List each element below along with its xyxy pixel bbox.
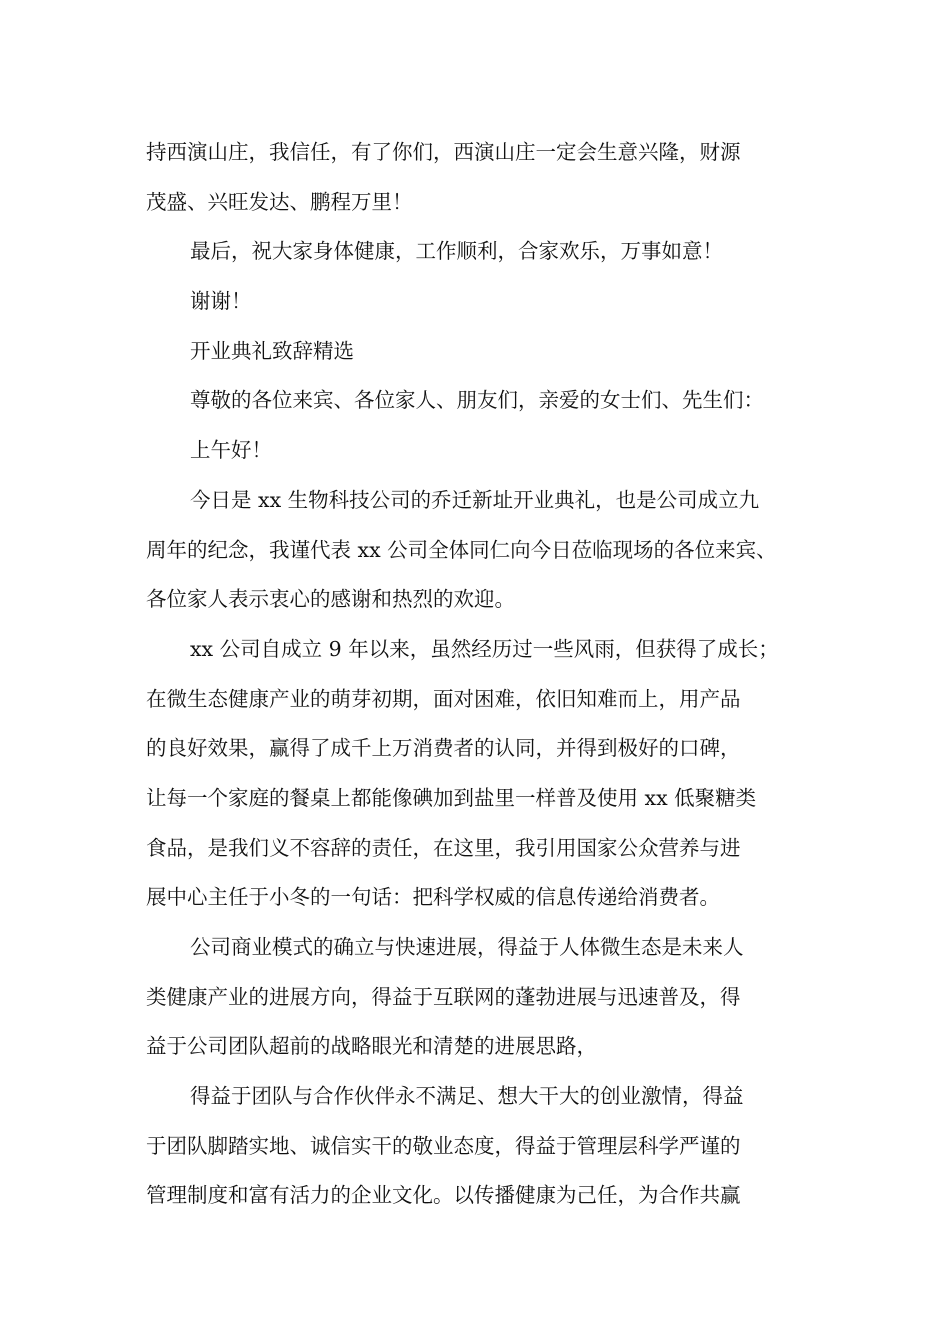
salutation: 尊敬的各位来宾、各位家人、朋友们，亲爱的女士们、先生们： bbox=[190, 388, 764, 413]
text-line: 茂盛、兴旺发达、鹏程万里！ bbox=[146, 189, 413, 214]
text-line: xx 公司自成立 9 年以来，虽然经历过一些风雨，但获得了成长； bbox=[190, 636, 779, 661]
text-line: 让每一个家庭的餐桌上都能像碘加到盐里一样普及使用 xx 低聚糖类 bbox=[146, 785, 757, 810]
section-title: 开业典礼致辞精选 bbox=[190, 338, 354, 363]
text-line: 于团队脚踏实地、诚信实干的敬业态度，得益于管理层科学严谨的 bbox=[146, 1133, 741, 1158]
text-line: 谢谢！ bbox=[190, 289, 252, 314]
text-line: 类健康产业的进展方向，得益于互联网的蓬勃进展与迅速普及，得 bbox=[146, 984, 741, 1009]
text-line: 展中心主任于小冬的一句话：把科学权威的信息传递给消费者。 bbox=[146, 885, 720, 910]
text-line: 今日是 xx 生物科技公司的乔迁新址开业典礼，也是公司成立九 bbox=[190, 487, 760, 512]
text-line: 各位家人表示衷心的感谢和热烈的欢迎。 bbox=[146, 587, 515, 612]
text-line: 最后，祝大家身体健康，工作顺利，合家欢乐，万事如意！ bbox=[190, 239, 723, 264]
text-line: 益于公司团队超前的战略眼光和清楚的进展思路， bbox=[146, 1034, 597, 1059]
text-line: 管理制度和富有活力的企业文化。以传播健康为己任，为合作共赢 bbox=[146, 1183, 741, 1208]
text-line: 周年的纪念，我谨代表 xx 公司全体同仁向今日莅临现场的各位来宾、 bbox=[146, 537, 777, 562]
text-line: 公司商业模式的确立与快速进展，得益于人体微生态是未来人 bbox=[190, 935, 744, 959]
text-line: 的良好效果，赢得了成千上万消费者的认同，并得到极好的口碑， bbox=[146, 736, 741, 761]
text-line: 食品，是我们义不容辞的责任，在这里，我引用国家公众营养与进 bbox=[146, 835, 741, 860]
greeting: 上午好！ bbox=[190, 438, 272, 463]
document-body bbox=[146, 128, 814, 1221]
text-line: 得益于团队与合作伙伴永不满足、想大干大的创业激情，得益 bbox=[190, 1084, 744, 1109]
text-line: 在微生态健康产业的萌芽初期，面对困难，依旧知难而上，用产品 bbox=[146, 686, 741, 711]
text-line: 持西演山庄，我信任，有了你们，西演山庄一定会生意兴隆，财源 bbox=[146, 140, 741, 164]
